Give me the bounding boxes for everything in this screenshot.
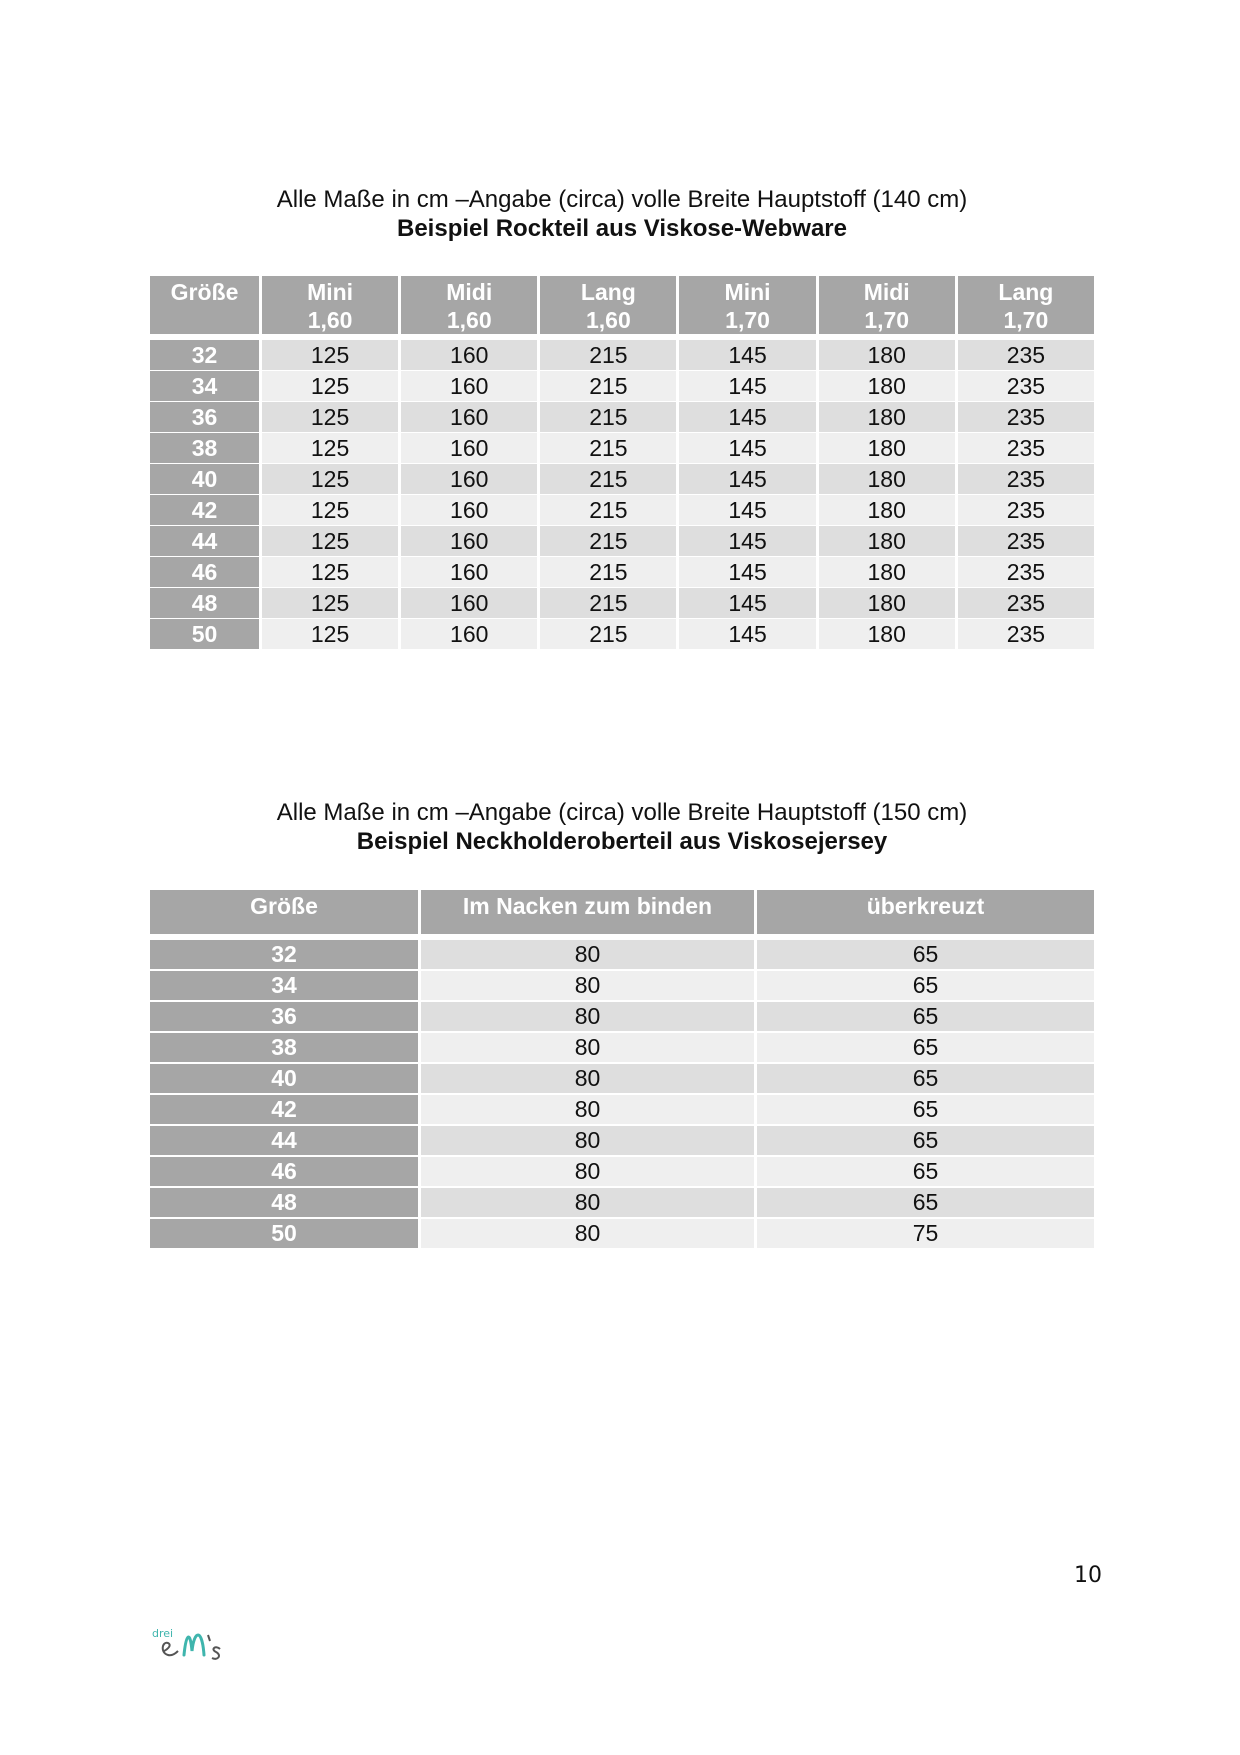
size-cell: 44 xyxy=(150,526,259,557)
value-cell: 215 xyxy=(540,371,676,402)
value-cell: 160 xyxy=(401,340,537,371)
table-row xyxy=(150,402,1094,433)
table-row xyxy=(150,940,1094,971)
value-cell: 145 xyxy=(679,433,815,464)
table-header-row xyxy=(150,890,1094,934)
table-row xyxy=(150,1126,1094,1157)
size-cell: 48 xyxy=(150,1188,418,1219)
value-cell: 180 xyxy=(819,433,955,464)
size-cell: 32 xyxy=(150,340,259,371)
value-cell: 75 xyxy=(757,1219,1094,1250)
value-cell: 65 xyxy=(757,1126,1094,1157)
column-header: überkreuzt xyxy=(757,890,1094,934)
value-cell: 125 xyxy=(262,495,398,526)
header-line: Größe xyxy=(170,279,239,305)
size-cell: 42 xyxy=(150,1095,418,1126)
intro-line: Alle Maße in cm –Angabe (circa) volle Breite Hauptstoff (140 cm) xyxy=(276,186,968,213)
value-cell: 80 xyxy=(421,1002,754,1033)
value-cell: 235 xyxy=(958,433,1094,464)
table-row xyxy=(150,433,1094,464)
value-cell: 215 xyxy=(540,340,676,371)
value-cell: 65 xyxy=(757,1095,1094,1126)
column-header xyxy=(819,276,955,334)
value-cell: 215 xyxy=(540,557,676,588)
value-cell: 160 xyxy=(401,557,537,588)
table-row xyxy=(150,371,1094,402)
value-cell: 80 xyxy=(421,1095,754,1126)
value-cell: 180 xyxy=(819,557,955,588)
skirt-table-wrap xyxy=(150,276,1094,650)
value-cell: 65 xyxy=(757,971,1094,1002)
table-row xyxy=(150,1033,1094,1064)
value-cell: 80 xyxy=(421,971,754,1002)
value-cell: 235 xyxy=(958,557,1094,588)
section-neckholder xyxy=(150,798,1094,856)
value-cell: 80 xyxy=(421,1188,754,1219)
value-cell: 80 xyxy=(421,940,754,971)
header-line: 1,70 xyxy=(725,307,770,333)
value-cell: 145 xyxy=(679,402,815,433)
value-cell: 235 xyxy=(958,340,1094,371)
value-cell: 145 xyxy=(679,495,815,526)
value-cell: 180 xyxy=(819,495,955,526)
size-cell: 38 xyxy=(150,433,259,464)
value-cell: 145 xyxy=(679,619,815,650)
table-row xyxy=(150,1219,1094,1250)
neckholder-table xyxy=(147,890,1097,1250)
table-header-row xyxy=(150,276,1094,334)
table-row xyxy=(150,526,1094,557)
header-line: Midi xyxy=(863,279,910,305)
table-row xyxy=(150,1064,1094,1095)
size-cell: 36 xyxy=(150,1002,418,1033)
size-cell: 46 xyxy=(150,1157,418,1188)
value-cell: 180 xyxy=(819,588,955,619)
size-cell: 34 xyxy=(150,971,418,1002)
section-title: Beispiel Rockteil aus Viskose-Webware xyxy=(397,215,847,242)
value-cell: 65 xyxy=(757,1188,1094,1219)
value-cell: 235 xyxy=(958,371,1094,402)
intro-line: Alle Maße in cm –Angabe (circa) volle Breite Hauptstoff (150 cm) xyxy=(276,799,968,826)
section-skirt xyxy=(150,185,1094,243)
size-cell: 48 xyxy=(150,588,259,619)
dreiems-logo xyxy=(150,1605,240,1665)
value-cell: 65 xyxy=(757,1002,1094,1033)
value-cell: 125 xyxy=(262,464,398,495)
value-cell: 145 xyxy=(679,464,815,495)
value-cell: 145 xyxy=(679,340,815,371)
value-cell: 80 xyxy=(421,1157,754,1188)
header-line: Mini xyxy=(307,279,354,305)
value-cell: 215 xyxy=(540,433,676,464)
size-cell: 50 xyxy=(150,619,259,650)
value-cell: 215 xyxy=(540,619,676,650)
value-cell: 145 xyxy=(679,371,815,402)
value-cell: 125 xyxy=(262,402,398,433)
value-cell: 160 xyxy=(401,526,537,557)
column-header: Im Nacken zum binden xyxy=(421,890,754,934)
value-cell: 180 xyxy=(819,402,955,433)
size-cell: 42 xyxy=(150,495,259,526)
value-cell: 215 xyxy=(540,495,676,526)
size-cell: 44 xyxy=(150,1126,418,1157)
page-number: 10 xyxy=(1074,1563,1102,1588)
skirt-table xyxy=(147,276,1097,650)
size-cell: 40 xyxy=(150,1064,418,1095)
value-cell: 235 xyxy=(958,402,1094,433)
column-header xyxy=(679,276,815,334)
value-cell: 235 xyxy=(958,526,1094,557)
value-cell: 125 xyxy=(262,526,398,557)
size-cell: 32 xyxy=(150,940,418,971)
value-cell: 180 xyxy=(819,526,955,557)
value-cell: 160 xyxy=(401,619,537,650)
value-cell: 65 xyxy=(757,1064,1094,1095)
value-cell: 80 xyxy=(421,1033,754,1064)
header-line: 1,60 xyxy=(446,307,492,333)
table-row xyxy=(150,1188,1094,1219)
value-cell: 160 xyxy=(401,402,537,433)
table-row xyxy=(150,1157,1094,1188)
value-cell: 180 xyxy=(819,464,955,495)
value-cell: 145 xyxy=(679,588,815,619)
value-cell: 125 xyxy=(262,433,398,464)
table-row xyxy=(150,495,1094,526)
value-cell: 125 xyxy=(262,588,398,619)
column-header xyxy=(262,276,398,334)
table-row xyxy=(150,588,1094,619)
column-header-size xyxy=(150,276,259,334)
table-row xyxy=(150,340,1094,371)
value-cell: 160 xyxy=(401,464,537,495)
value-cell: 80 xyxy=(421,1064,754,1095)
value-cell: 215 xyxy=(540,464,676,495)
value-cell: 65 xyxy=(757,1157,1094,1188)
value-cell: 125 xyxy=(262,557,398,588)
value-cell: 180 xyxy=(819,340,955,371)
value-cell: 235 xyxy=(958,588,1094,619)
value-cell: 235 xyxy=(958,619,1094,650)
value-cell: 80 xyxy=(421,1126,754,1157)
header-line: 1,70 xyxy=(864,307,910,333)
column-header-size: Größe xyxy=(150,890,418,934)
value-cell: 125 xyxy=(262,371,398,402)
logo-small-text: drei xyxy=(152,1627,174,1640)
size-cell: 50 xyxy=(150,1219,418,1250)
header-line: Mini xyxy=(724,279,771,305)
section-skirt-intro xyxy=(150,185,1094,243)
value-cell: 215 xyxy=(540,526,676,557)
value-cell: 160 xyxy=(401,495,537,526)
value-cell: 215 xyxy=(540,588,676,619)
value-cell: 125 xyxy=(262,340,398,371)
value-cell: 65 xyxy=(757,940,1094,971)
header-line: Midi xyxy=(446,279,493,305)
header-line: 1,60 xyxy=(307,307,353,333)
value-cell: 145 xyxy=(679,557,815,588)
table-row xyxy=(150,1002,1094,1033)
value-cell: 160 xyxy=(401,588,537,619)
size-cell: 36 xyxy=(150,402,259,433)
value-cell: 160 xyxy=(401,371,537,402)
column-header xyxy=(540,276,676,334)
size-cell: 34 xyxy=(150,371,259,402)
size-cell: 40 xyxy=(150,464,259,495)
section-title: Beispiel Neckholderoberteil aus Viskosejersey xyxy=(356,828,888,855)
column-header xyxy=(401,276,537,334)
neckholder-table-wrap xyxy=(150,890,1094,1250)
table-row xyxy=(150,557,1094,588)
value-cell: 180 xyxy=(819,619,955,650)
value-cell: 145 xyxy=(679,526,815,557)
header-line: 1,70 xyxy=(1003,307,1049,333)
header-line: Lang xyxy=(998,279,1054,305)
section-neckholder-intro xyxy=(150,798,1094,856)
value-cell: 235 xyxy=(958,495,1094,526)
size-cell: 38 xyxy=(150,1033,418,1064)
table-row xyxy=(150,464,1094,495)
size-cell: 46 xyxy=(150,557,259,588)
table-row xyxy=(150,619,1094,650)
column-header xyxy=(958,276,1094,334)
value-cell: 180 xyxy=(819,371,955,402)
header-line: 1,60 xyxy=(586,307,631,333)
header-line: Lang xyxy=(580,279,636,305)
table-row xyxy=(150,971,1094,1002)
value-cell: 235 xyxy=(958,464,1094,495)
table-row xyxy=(150,1095,1094,1126)
value-cell: 160 xyxy=(401,433,537,464)
value-cell: 215 xyxy=(540,402,676,433)
value-cell: 80 xyxy=(421,1219,754,1250)
value-cell: 65 xyxy=(757,1033,1094,1064)
value-cell: 125 xyxy=(262,619,398,650)
